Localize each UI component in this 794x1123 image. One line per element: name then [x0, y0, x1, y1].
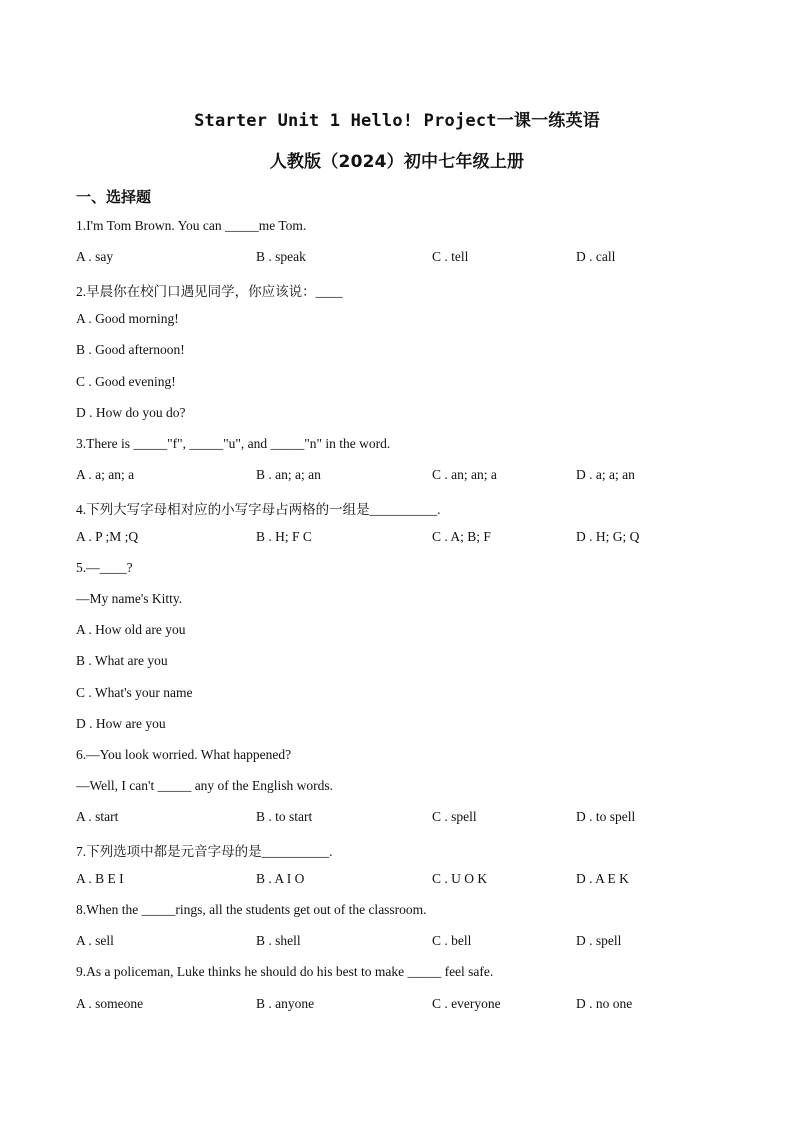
answer-option: A . say: [76, 249, 114, 265]
answer-option: B . H; F C: [256, 529, 312, 544]
answer-option: B . speak: [256, 249, 306, 265]
answer-option: B . What are you: [76, 653, 168, 669]
question-stem: 1.I'm Tom Brown. You can _____me Tom.: [76, 218, 307, 233]
question-stem: 4.下列大写字母相对应的小写字母占两格的一组是__________.: [76, 501, 441, 517]
question-stem: —My name's Kitty.: [76, 591, 183, 607]
question-stem: 9.As a policeman, Luke thinks he should do his best to make _____ feel safe.: [76, 964, 494, 980]
answer-option: D . no one: [576, 995, 633, 1011]
answer-option: B . A I O: [256, 871, 305, 887]
answer-option: D . call: [576, 249, 616, 265]
answer-option: C . tell: [432, 249, 469, 265]
document-subtitle: 人教版（2024）初中七年级上册: [269, 152, 525, 172]
question-stem: 8.When the _____rings, all the students get out of the classroom.: [76, 902, 427, 918]
answer-option: C . Good evening!: [76, 373, 176, 389]
question-stem: 6.—You look worried. What happened?: [76, 746, 292, 762]
answer-option: B . shell: [256, 933, 301, 949]
answer-option: D . A E K: [576, 871, 629, 887]
question-stem: 7.下列选项中都是元音字母的是__________.: [76, 844, 333, 859]
document-title: Starter Unit 1 Hello! Project一课一练英语: [194, 111, 600, 131]
answer-option: A . Good morning!: [76, 311, 179, 327]
question-stem: 2.早晨你在校门口遇见同学，你应该说：____: [76, 284, 343, 300]
answer-option: A . sell: [76, 933, 114, 949]
question-stem: 3.There is _____"f", _____"u", and _____"n" in the word.: [76, 435, 391, 451]
answer-option: B . an; a; an: [256, 466, 321, 482]
answer-option: A . start: [76, 808, 119, 824]
answer-option: B . Good afternoon!: [76, 342, 185, 358]
answer-option: C . U O K: [432, 871, 488, 887]
answer-option: D . a; a; an: [576, 466, 635, 482]
answer-option: D . How are you: [76, 715, 166, 731]
section-heading: 一、选择题: [76, 188, 152, 206]
answer-option: C . spell: [432, 808, 477, 824]
answer-option: A . a; an; a: [76, 466, 135, 482]
answer-option: C . everyone: [432, 995, 501, 1011]
answer-option: C . an; an; a: [432, 466, 497, 482]
question-stem: 5.—____?: [76, 560, 133, 576]
answer-option: A . someone: [76, 995, 144, 1011]
answer-option: B . anyone: [256, 995, 315, 1011]
answer-option: A . P ;M ;Q: [76, 529, 139, 544]
answer-option: D . to spell: [576, 808, 636, 824]
answer-option: C . What's your name: [76, 684, 193, 700]
answer-option: D . H; G; Q: [576, 529, 640, 544]
answer-option: A . B E I: [76, 871, 124, 887]
answer-option: D . How do you do?: [76, 404, 186, 420]
answer-option: C . bell: [432, 933, 472, 949]
answer-option: B . to start: [256, 808, 313, 824]
answer-option: D . spell: [576, 933, 622, 949]
answer-option: A . How old are you: [76, 622, 186, 638]
question-stem: —Well, I can't _____ any of the English words.: [76, 777, 334, 793]
answer-option: C . A; B; F: [432, 529, 491, 544]
